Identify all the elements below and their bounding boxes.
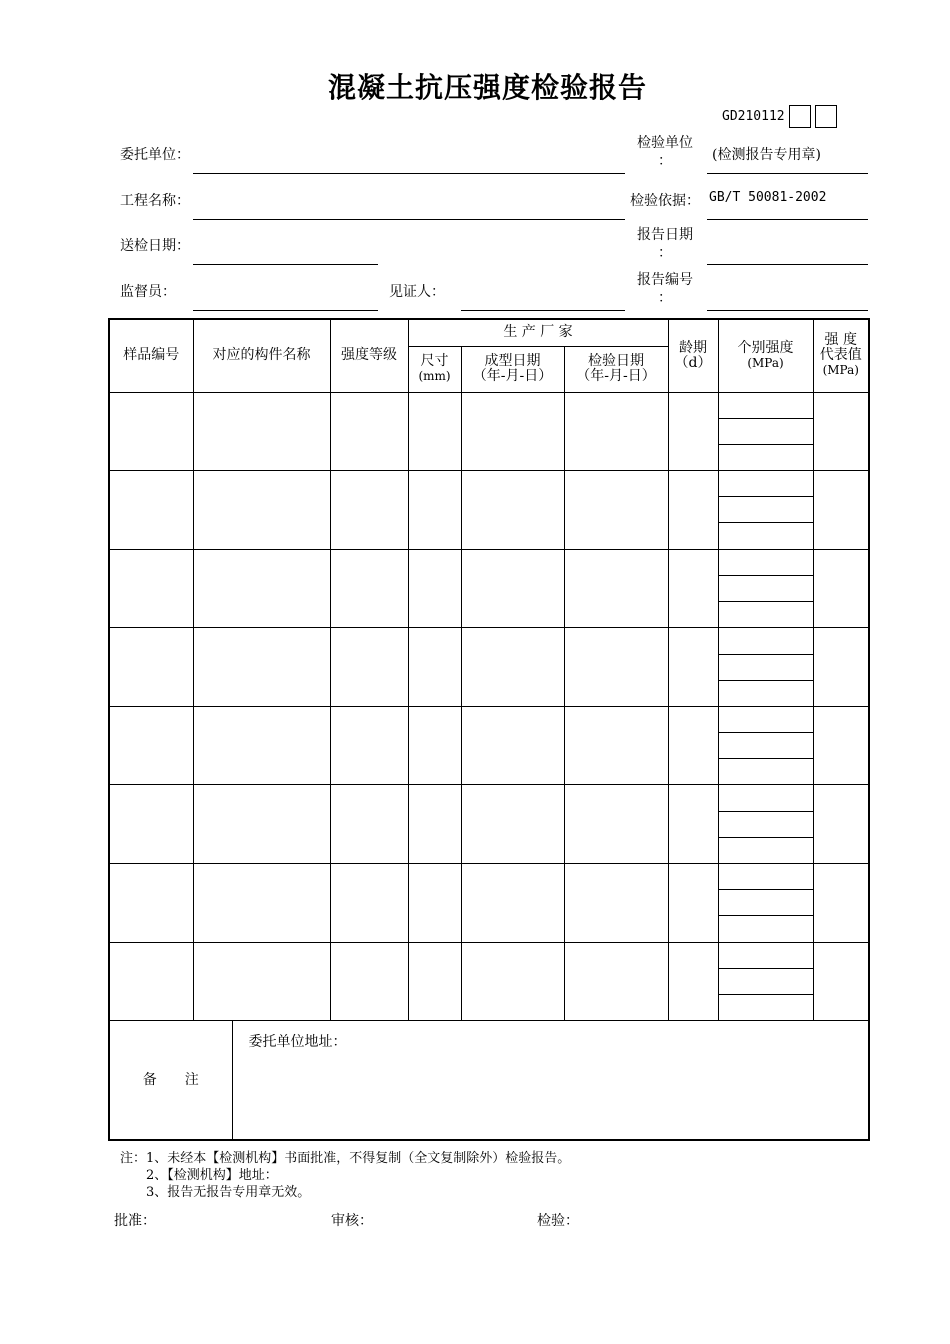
- sample-no-cell[interactable]: [109, 628, 193, 707]
- size-cell[interactable]: [408, 864, 461, 943]
- strength-grade-cell[interactable]: [330, 706, 408, 785]
- member-name-cell[interactable]: [193, 471, 330, 550]
- size-cell[interactable]: [408, 392, 461, 471]
- client-address-label: 委托单位地址：: [248, 1034, 347, 1051]
- strength-grade-cell[interactable]: [330, 628, 408, 707]
- cast-date-cell[interactable]: [461, 471, 564, 550]
- size-cell[interactable]: [408, 942, 461, 1021]
- report-no-label: 报告编号 ：: [637, 272, 693, 306]
- test-date-cell[interactable]: [564, 549, 668, 628]
- cast-date-cell[interactable]: [461, 392, 564, 471]
- individual-strength-cell[interactable]: [718, 785, 813, 811]
- individual-strength-cell[interactable]: [718, 942, 813, 968]
- table-row: [109, 471, 869, 497]
- representative-strength-cell[interactable]: [813, 706, 869, 785]
- header-size: 尺寸 (mm): [408, 346, 461, 392]
- cast-date-cell[interactable]: [461, 628, 564, 707]
- individual-strength-cell[interactable]: [718, 628, 813, 654]
- strength-grade-cell[interactable]: [330, 785, 408, 864]
- size-cell[interactable]: [408, 471, 461, 550]
- test-date-cell[interactable]: [564, 628, 668, 707]
- age-cell[interactable]: [668, 864, 718, 943]
- individual-strength-cell[interactable]: [718, 837, 813, 863]
- note-line: 2、【检测机构】地址：: [120, 1168, 278, 1183]
- age-cell[interactable]: [668, 549, 718, 628]
- representative-strength-cell[interactable]: [813, 628, 869, 707]
- report-date-label: 报告日期 ：: [637, 227, 693, 261]
- member-name-cell[interactable]: [193, 392, 330, 471]
- individual-strength-cell[interactable]: [718, 759, 813, 785]
- sample-no-cell[interactable]: [109, 549, 193, 628]
- note-line: 注：1、未经本【检测机构】书面批准，不得复制（全文复制除外）检验报告。: [120, 1151, 571, 1166]
- individual-strength-cell[interactable]: [718, 418, 813, 444]
- client-label: 委托单位：: [120, 147, 190, 163]
- member-name-cell[interactable]: [193, 785, 330, 864]
- age-cell[interactable]: [668, 471, 718, 550]
- table-row: [109, 628, 869, 654]
- individual-strength-cell[interactable]: [718, 706, 813, 732]
- test-unit-label: 检验单位 ：: [637, 135, 693, 169]
- table-row: [109, 864, 869, 890]
- individual-strength-cell[interactable]: [718, 654, 813, 680]
- strength-grade-cell[interactable]: [330, 864, 408, 943]
- remark-cell[interactable]: [232, 1021, 869, 1140]
- sample-no-cell[interactable]: [109, 785, 193, 864]
- strength-grade-cell[interactable]: [330, 392, 408, 471]
- individual-strength-cell[interactable]: [718, 497, 813, 523]
- page-title: 混凝土抗压强度检验报告: [327, 71, 647, 104]
- header-test-date: 检验日期 （年-月-日）: [564, 346, 668, 392]
- individual-strength-cell[interactable]: [718, 523, 813, 549]
- header-cast-date: 成型日期 （年-月-日）: [461, 346, 564, 392]
- size-cell[interactable]: [408, 706, 461, 785]
- note-line: 3、报告无报告专用章无效。: [120, 1185, 311, 1200]
- basis-label: 检验依据：: [630, 193, 700, 209]
- basis-field[interactable]: [707, 219, 868, 220]
- project-field[interactable]: [193, 219, 625, 220]
- header-representative-strength: 强 度 代表值 (MPa): [813, 319, 869, 392]
- table-row: [109, 549, 869, 575]
- header-individual-strength: 个别强度 (MPa): [718, 319, 813, 392]
- header-sample-no: 样品编号: [109, 319, 193, 392]
- representative-strength-cell[interactable]: [813, 471, 869, 550]
- age-cell[interactable]: [668, 942, 718, 1021]
- individual-strength-cell[interactable]: [718, 890, 813, 916]
- test-unit-field[interactable]: [707, 173, 868, 174]
- age-cell[interactable]: [668, 706, 718, 785]
- supervisor-field[interactable]: [193, 310, 378, 311]
- individual-strength-cell[interactable]: [718, 811, 813, 837]
- individual-strength-cell[interactable]: [718, 575, 813, 601]
- representative-strength-cell[interactable]: [813, 392, 869, 471]
- header-strength-grade: 强度等级: [330, 319, 408, 392]
- report-date-field[interactable]: [707, 264, 868, 265]
- test-unit-value: (检测报告专用章): [712, 147, 821, 163]
- test-date-cell[interactable]: [564, 706, 668, 785]
- individual-strength-cell[interactable]: [718, 549, 813, 575]
- sample-no-cell[interactable]: [109, 864, 193, 943]
- basis-value: GB/T 50081-2002: [709, 190, 827, 205]
- cast-date-cell[interactable]: [461, 706, 564, 785]
- client-field[interactable]: [193, 173, 625, 174]
- size-cell[interactable]: [408, 785, 461, 864]
- size-cell[interactable]: [408, 549, 461, 628]
- review-label: 审核：: [331, 1213, 373, 1229]
- header-manufacturer: 生 产 厂 家: [408, 319, 668, 346]
- submit-date-field[interactable]: [193, 264, 378, 265]
- representative-strength-cell[interactable]: [813, 785, 869, 864]
- representative-strength-cell[interactable]: [813, 942, 869, 1021]
- test-date-cell[interactable]: [564, 942, 668, 1021]
- report-no-field[interactable]: [707, 310, 868, 311]
- sample-no-cell[interactable]: [109, 392, 193, 471]
- representative-strength-cell[interactable]: [813, 549, 869, 628]
- table-row: [109, 392, 869, 418]
- notes: [120, 1150, 570, 1201]
- individual-strength-cell[interactable]: [718, 392, 813, 418]
- individual-strength-cell[interactable]: [718, 968, 813, 994]
- size-cell[interactable]: [408, 628, 461, 707]
- strength-grade-cell[interactable]: [330, 549, 408, 628]
- member-name-cell[interactable]: [193, 942, 330, 1021]
- individual-strength-cell[interactable]: [718, 471, 813, 497]
- sample-no-cell[interactable]: [109, 706, 193, 785]
- approve-label: 批准：: [114, 1213, 156, 1229]
- individual-strength-cell[interactable]: [718, 680, 813, 706]
- table-row: [109, 785, 869, 811]
- results-table: [108, 318, 870, 1141]
- witness-label: 见证人：: [389, 284, 445, 300]
- member-name-cell[interactable]: [193, 549, 330, 628]
- age-cell[interactable]: [668, 392, 718, 471]
- strength-grade-cell[interactable]: [330, 471, 408, 550]
- test-date-cell[interactable]: [564, 392, 668, 471]
- cast-date-cell[interactable]: [461, 549, 564, 628]
- individual-strength-cell[interactable]: [718, 444, 813, 470]
- code-box-1[interactable]: [789, 105, 811, 128]
- individual-strength-cell[interactable]: [718, 916, 813, 942]
- individual-strength-cell[interactable]: [718, 733, 813, 759]
- representative-strength-cell[interactable]: [813, 864, 869, 943]
- cast-date-cell[interactable]: [461, 942, 564, 1021]
- code-box-2[interactable]: [815, 105, 837, 128]
- test-date-cell[interactable]: [564, 864, 668, 943]
- individual-strength-cell[interactable]: [718, 864, 813, 890]
- header-age: 龄期 （d）: [668, 319, 718, 392]
- age-cell[interactable]: [668, 785, 718, 864]
- witness-field[interactable]: [461, 310, 625, 311]
- strength-grade-cell[interactable]: [330, 942, 408, 1021]
- submit-date-label: 送检日期：: [120, 238, 190, 254]
- individual-strength-cell[interactable]: [718, 994, 813, 1020]
- test-date-cell[interactable]: [564, 471, 668, 550]
- table-row: [109, 942, 869, 968]
- individual-strength-cell[interactable]: [718, 601, 813, 627]
- table-row: [109, 706, 869, 732]
- project-label: 工程名称：: [120, 193, 190, 209]
- test-date-cell[interactable]: [564, 785, 668, 864]
- age-cell[interactable]: [668, 628, 718, 707]
- sample-no-cell[interactable]: [109, 471, 193, 550]
- cast-date-cell[interactable]: [461, 864, 564, 943]
- form-code: GD210112: [722, 109, 785, 124]
- cast-date-cell[interactable]: [461, 785, 564, 864]
- member-name-cell[interactable]: [193, 628, 330, 707]
- member-name-cell[interactable]: [193, 706, 330, 785]
- sample-no-cell[interactable]: [109, 942, 193, 1021]
- inspect-label: 检验：: [537, 1213, 579, 1229]
- supervisor-label: 监督员：: [120, 284, 176, 300]
- remark-label: 备 注: [109, 1021, 232, 1140]
- member-name-cell[interactable]: [193, 864, 330, 943]
- header-member-name: 对应的构件名称: [193, 319, 330, 392]
